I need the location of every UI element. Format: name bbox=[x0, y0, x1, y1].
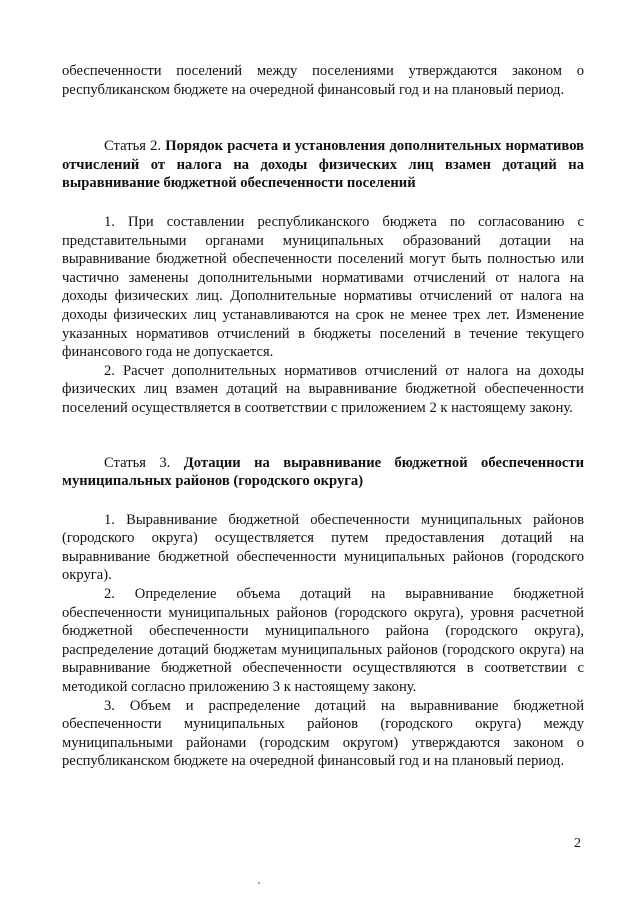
document-page bbox=[62, 62, 584, 771]
spacer bbox=[62, 99, 584, 137]
intro-paragraph: обеспеченности поселений между поселениями утверждаются законом о республиканском бюджете на очередной финансовый год и на плановый период. bbox=[62, 63, 584, 98]
article-3-paragraph-1: 1. Выравнивание бюджетной обеспеченности муниципальных районов (городского округа) осуществляется путем предоставления дотаций на выравнивание бюджетной обеспеченности муниципальных районов (городского округа). bbox=[62, 511, 584, 584]
scan-speck bbox=[258, 882, 260, 884]
spacer bbox=[62, 193, 584, 213]
article-3-paragraph-2: 2. Определение объема дотаций на выравнивание бюджетной обеспеченности муниципальных районов (городского округа), уровня расчетной бюджетной обеспеченности муниципального района (городского округа), распределение дотаций бюджетам муниципальных районов (городского округа) на выравнивание бюджетной обеспеченности осуществляются в соответствии с методикой согласно приложению 3 к настоящему закону. bbox=[62, 586, 584, 696]
spacer bbox=[62, 418, 584, 454]
article-2-label: Статья 2. bbox=[104, 138, 162, 155]
page-number: 2 bbox=[574, 836, 581, 851]
article-2-paragraph-1: 1. При составлении республиканского бюджета по согласованию с представительными органами муниципальных образований дотации на выравнивание бюджетной обеспеченности поселений могут быть полностью или частично заменены дополнительными нормативами отчислений от налога на доходы физических лиц. Дополнительные нормативы отчислений от налога на доходы физических лиц устанавливаются на срок не менее трех лет. Изменение указанных нормативов отчислений в бюджеты поселений в течение текущего финансового года не допускается. bbox=[62, 213, 584, 361]
article-3-label: Статья 3. bbox=[104, 454, 171, 471]
article-3-title: Дотации на выравнивание бюджетной обеспеченности муниципальных районов (городского округа) bbox=[62, 454, 584, 490]
spacer bbox=[62, 491, 584, 511]
article-2-paragraph-2: 2. Расчет дополнительных нормативов отчислений от налога на доходы физических лиц взамен дотаций на выравнивание бюджетной обеспеченности поселений осуществляется в соответствии с приложением 2 к настоящему закону. bbox=[62, 362, 584, 416]
article-3-heading bbox=[62, 454, 584, 491]
article-2-heading bbox=[62, 137, 584, 193]
article-3-paragraph-3: 3. Объем и распределение дотаций на выравнивание бюджетной обеспеченности муниципальных районов (городского округа) между муниципальными районами (городским округом) утверждаются законом о республиканском бюджете на очередной финансовый год и на плановый период. bbox=[62, 697, 584, 770]
article-2-title: Порядок расчета и установления дополнительных нормативов отчислений от налога на доходы физических лиц взамен дотаций на выравнивание бюджетной обеспеченности поселений bbox=[62, 138, 585, 192]
